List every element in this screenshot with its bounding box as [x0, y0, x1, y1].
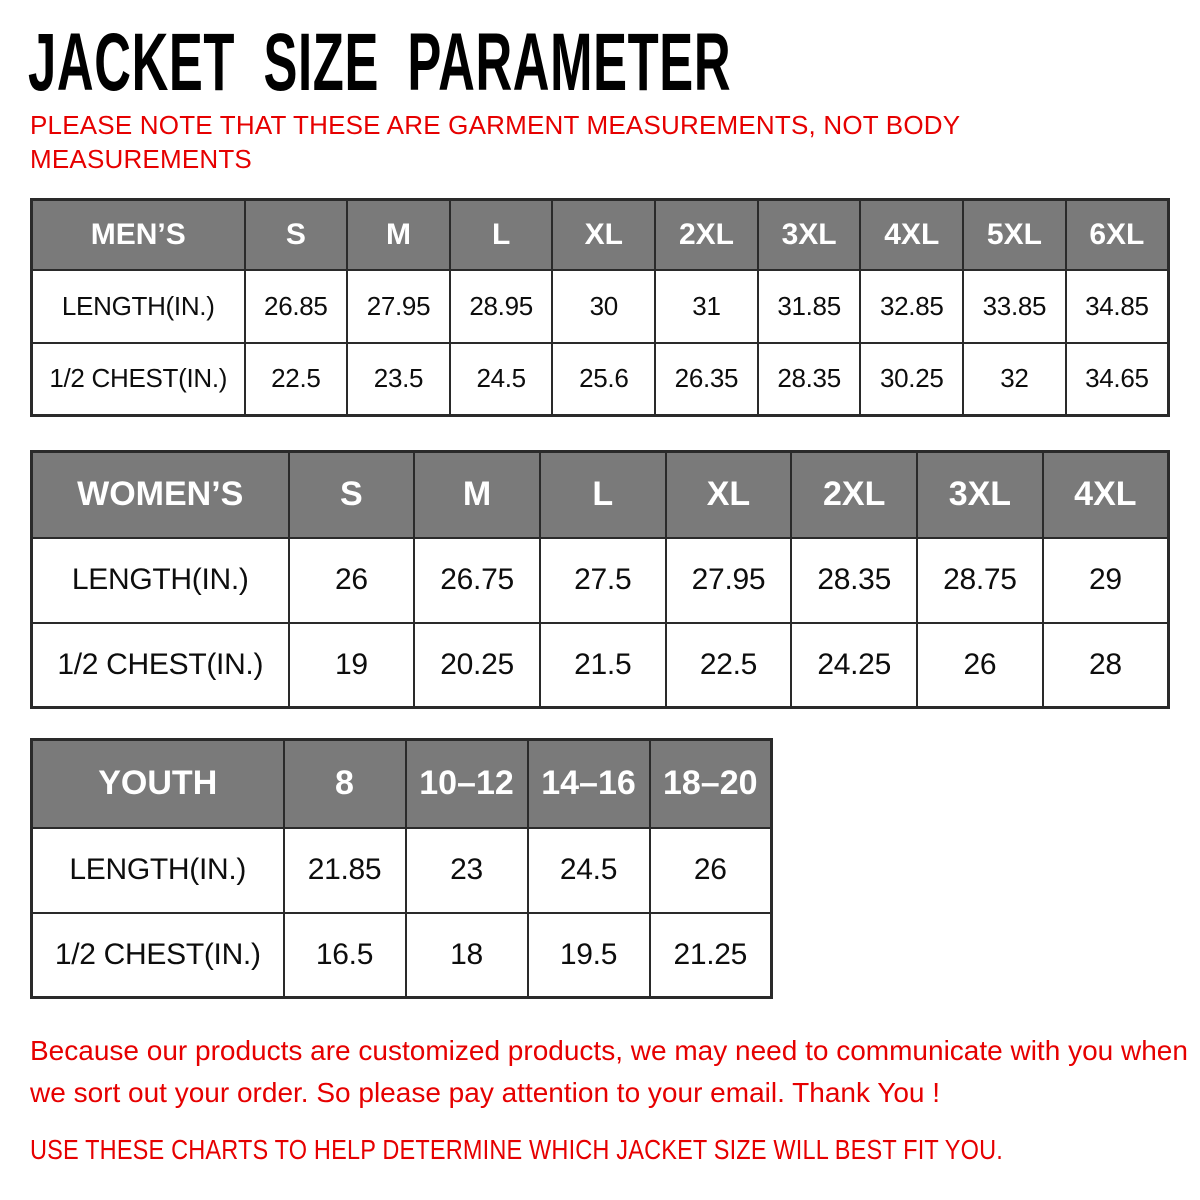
size-value: 23 [406, 828, 528, 913]
size-value: 18 [406, 913, 528, 998]
mens-size-header: L [450, 200, 553, 270]
size-value: 16.5 [284, 913, 406, 998]
mens-header-row [32, 200, 1169, 270]
row-label: LENGTH(IN.) [32, 270, 245, 343]
mens-data-row [32, 343, 1169, 416]
size-value: 19.5 [528, 913, 650, 998]
size-value: 32.85 [860, 270, 963, 343]
size-value: 21.25 [650, 913, 772, 998]
youth-size-table [30, 738, 773, 999]
womens-header-row [32, 452, 1169, 538]
size-value: 21.5 [540, 623, 666, 708]
row-label: LENGTH(IN.) [32, 538, 289, 623]
womens-group-header: WOMEN’S [32, 452, 289, 538]
mens-size-table [30, 198, 1170, 417]
size-value: 34.85 [1066, 270, 1169, 343]
size-value: 31.85 [758, 270, 861, 343]
womens-size-header: L [540, 452, 666, 538]
size-value: 22.5 [666, 623, 792, 708]
size-value: 19 [289, 623, 415, 708]
row-label: 1/2 CHEST(IN.) [32, 623, 289, 708]
womens-size-header: XL [666, 452, 792, 538]
size-value: 22.5 [245, 343, 348, 416]
row-label: 1/2 CHEST(IN.) [32, 343, 245, 416]
mens-size-header: 4XL [860, 200, 963, 270]
mens-size-header: 3XL [758, 200, 861, 270]
size-value: 23.5 [347, 343, 450, 416]
youth-size-header: 10–12 [406, 740, 528, 828]
mens-size-header: 5XL [963, 200, 1066, 270]
youth-table [30, 738, 773, 999]
row-label: 1/2 CHEST(IN.) [32, 913, 284, 998]
womens-data-row [32, 538, 1169, 623]
mens-size-header: S [245, 200, 348, 270]
size-value: 26 [650, 828, 772, 913]
row-label: LENGTH(IN.) [32, 828, 284, 913]
size-value: 26 [289, 538, 415, 623]
size-value: 30 [552, 270, 655, 343]
fit-advice-line: USE THESE CHARTS TO HELP DETERMINE WHICH JACKET SIZE WILL BEST FIT YOU. [30, 1134, 1003, 1165]
size-value: 24.5 [450, 343, 553, 416]
womens-size-header: S [289, 452, 415, 538]
youth-group-header: YOUTH [32, 740, 284, 828]
page-title: JACKET SIZE PARAMETER [28, 17, 732, 108]
womens-size-header: 4XL [1043, 452, 1169, 538]
size-value: 30.25 [860, 343, 963, 416]
mens-size-header: XL [552, 200, 655, 270]
mens-data-row [32, 270, 1169, 343]
womens-size-header: M [414, 452, 540, 538]
size-value: 31 [655, 270, 758, 343]
youth-size-header: 18–20 [650, 740, 772, 828]
size-value: 34.65 [1066, 343, 1169, 416]
mens-size-header: 2XL [655, 200, 758, 270]
youth-data-row [32, 913, 772, 998]
size-value: 28.35 [758, 343, 861, 416]
size-value: 27.5 [540, 538, 666, 623]
womens-size-header: 3XL [917, 452, 1043, 538]
size-value: 29 [1043, 538, 1169, 623]
womens-data-row [32, 623, 1169, 708]
mens-table [30, 198, 1170, 417]
size-value: 24.25 [791, 623, 917, 708]
size-value: 26.35 [655, 343, 758, 416]
size-value: 28.35 [791, 538, 917, 623]
size-value: 27.95 [666, 538, 792, 623]
size-value: 20.25 [414, 623, 540, 708]
size-value: 26 [917, 623, 1043, 708]
youth-size-header: 8 [284, 740, 406, 828]
womens-table [30, 450, 1170, 709]
size-value: 33.85 [963, 270, 1066, 343]
youth-data-row [32, 828, 772, 913]
womens-size-header: 2XL [791, 452, 917, 538]
youth-size-header: 14–16 [528, 740, 650, 828]
mens-size-header: 6XL [1066, 200, 1169, 270]
garment-measurement-note: PLEASE NOTE THAT THESE ARE GARMENT MEASUREMENTS, NOT BODY MEASUREMENTS [30, 110, 960, 175]
youth-header-row [32, 740, 772, 828]
size-value: 26.85 [245, 270, 348, 343]
size-value: 21.85 [284, 828, 406, 913]
size-value: 28.75 [917, 538, 1043, 623]
size-value: 25.6 [552, 343, 655, 416]
mens-group-header: MEN’S [32, 200, 245, 270]
size-value: 28 [1043, 623, 1169, 708]
size-value: 26.75 [414, 538, 540, 623]
womens-size-table [30, 450, 1170, 709]
size-value: 24.5 [528, 828, 650, 913]
size-value: 28.95 [450, 270, 553, 343]
mens-size-header: M [347, 200, 450, 270]
size-value: 27.95 [347, 270, 450, 343]
size-value: 32 [963, 343, 1066, 416]
customization-notice: Because our products are customized products, we may need to communicate with you when we sort out your order. So please pay attention to your email. Thank You ! [30, 1035, 1188, 1108]
